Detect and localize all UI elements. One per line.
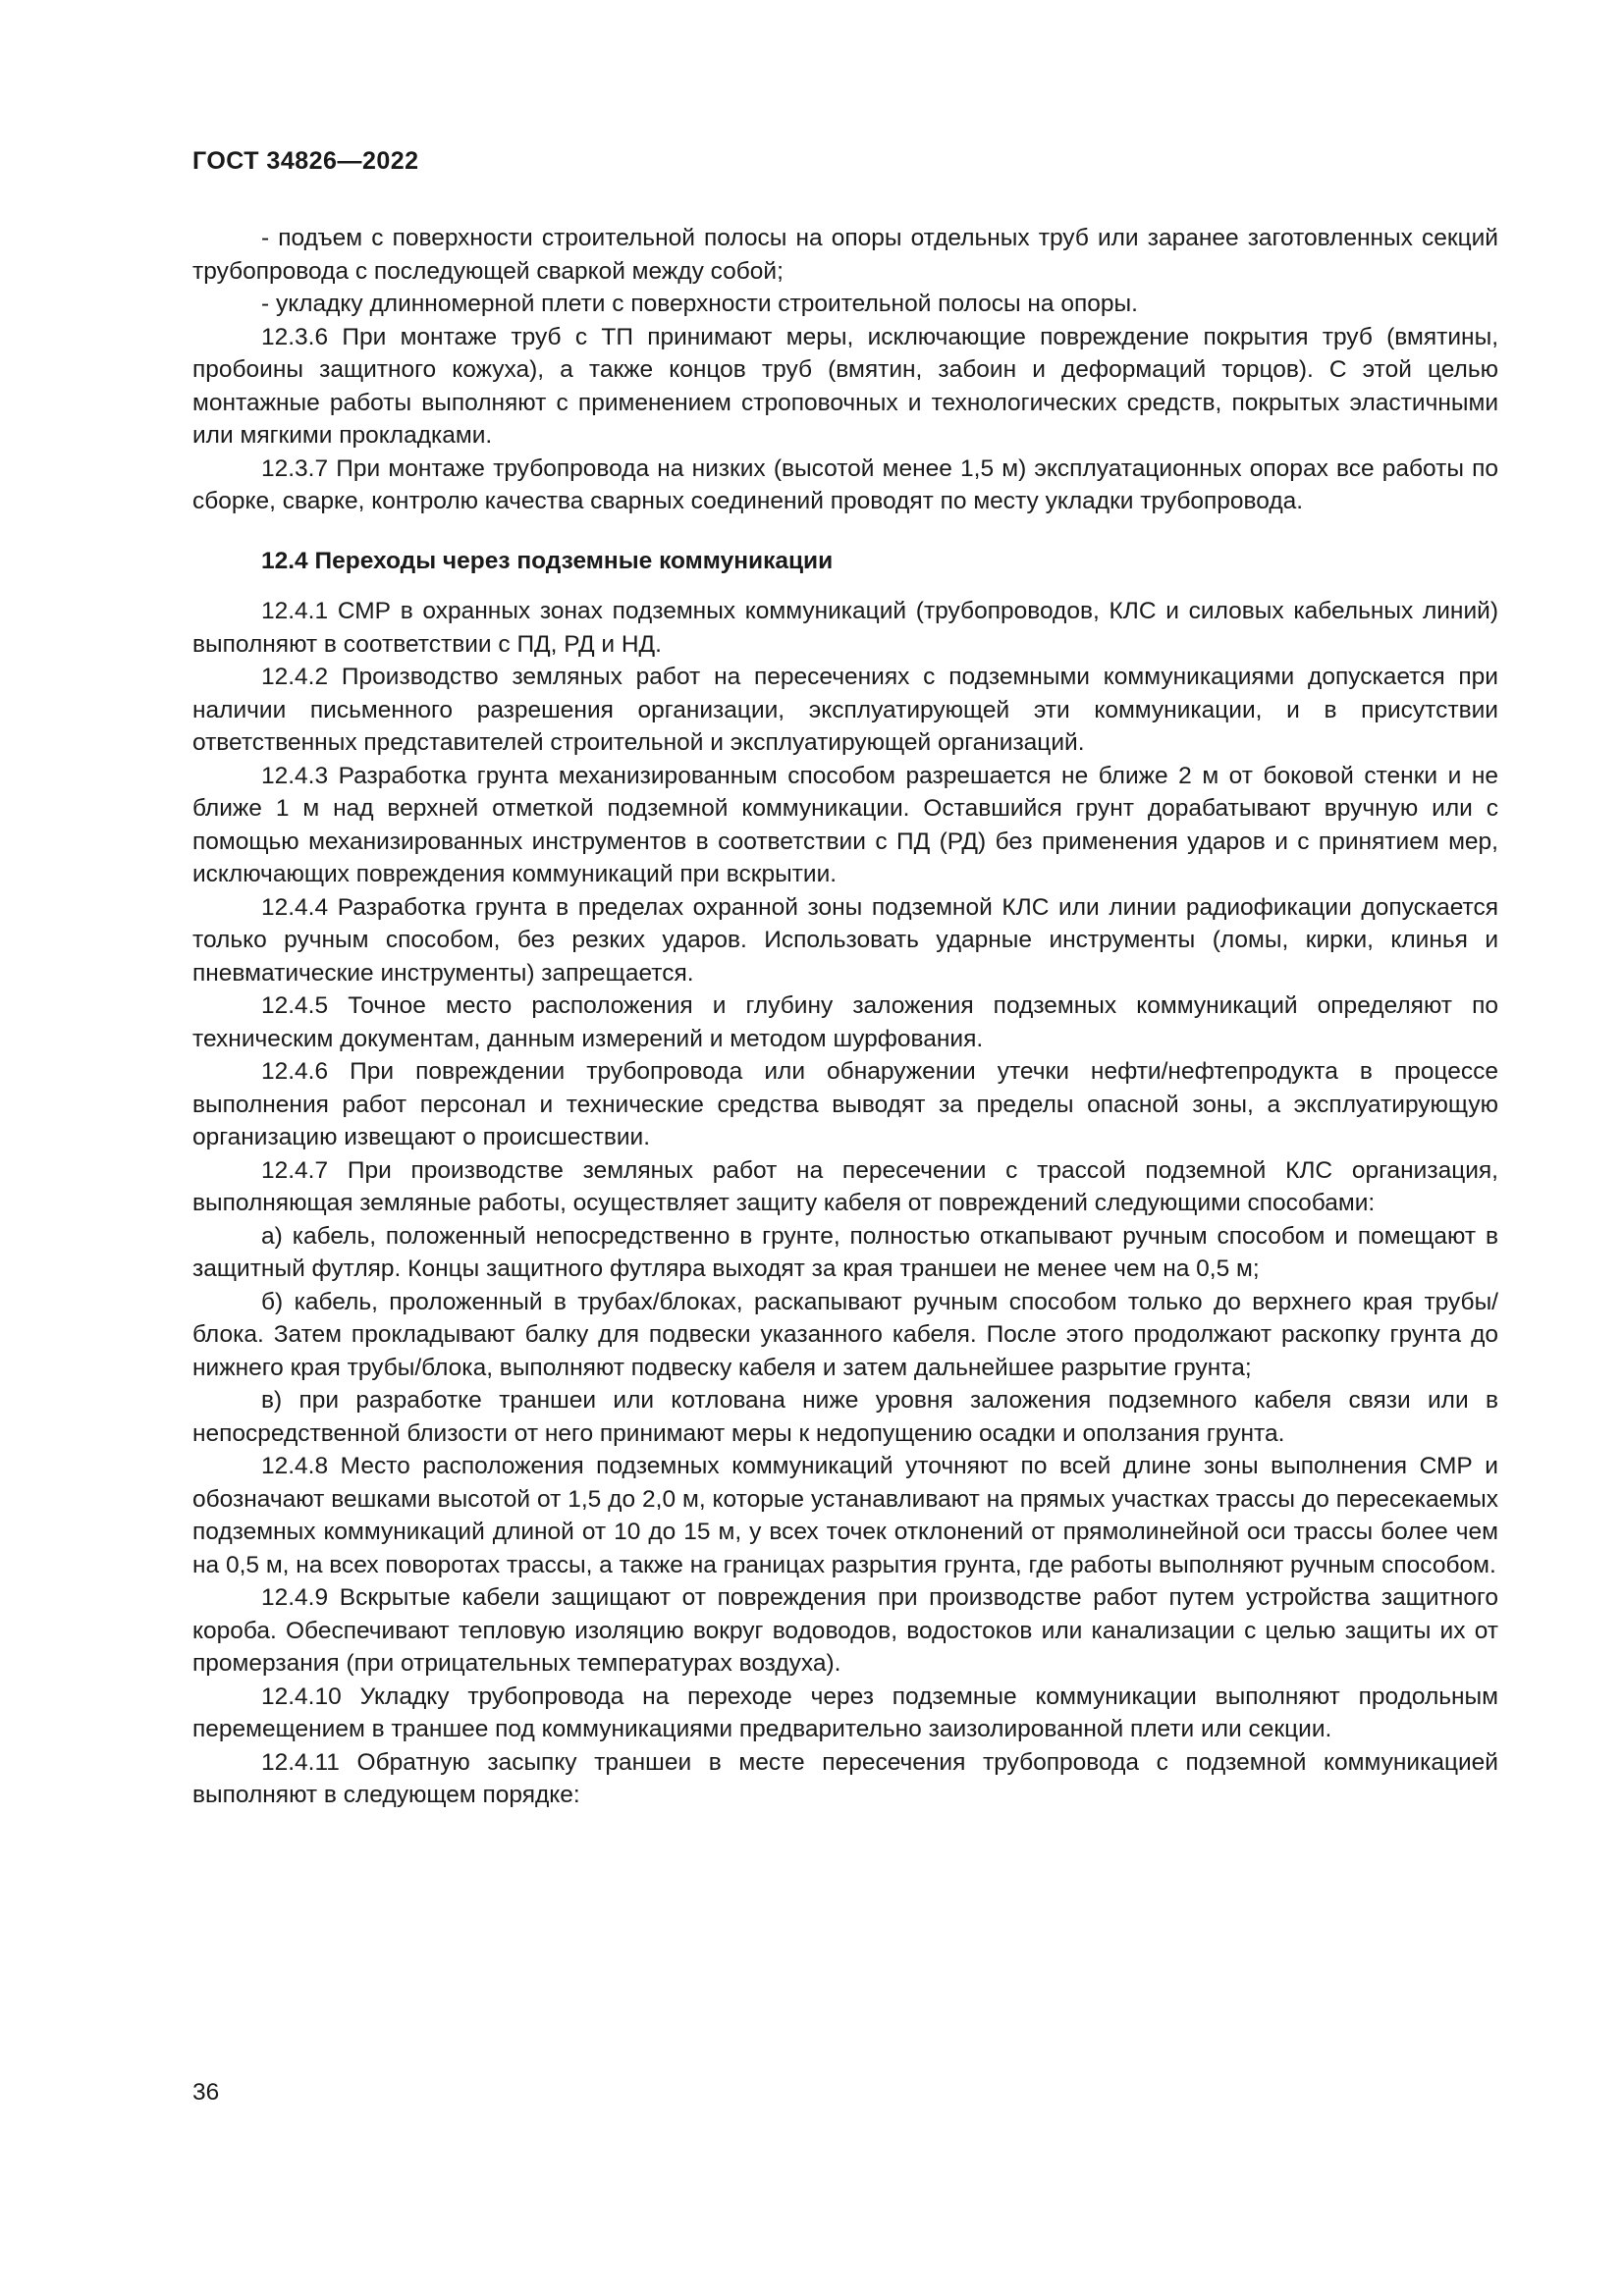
document-header: ГОСТ 34826—2022 [192, 147, 419, 175]
paragraph: 12.4.11 Обратную засыпку траншеи в месте пересечения трубопровода с подземной коммуникацией выполняют в следующем порядке: [192, 1748, 1498, 1808]
paragraph: 12.4.7 При производстве земляных работ на пересечении с трассой подземной КЛС организация, выполняющая земляные работы, осуществляет защиту кабеля от повреждений следующими способами: [192, 1156, 1498, 1216]
paragraph: 12.4.4 Разработка грунта в пределах охранной зоны подземной КЛС или линии радиофикации допускается только ручным способом, без резких ударов. Использовать ударные инструменты (ломы, кирки, клинья и пневматические инструменты) запрещается. [192, 893, 1498, 987]
list-item: б) кабель, проложенный в трубах/блоках, раскапывают ручным способом только до верхнего края трубы/блока. Затем прокладывают балку для подвески указанного кабеля. После этого продолжают раскопку грунта до нижнего края трубы/блока, выполняют подвеску кабеля и затем дальнейшее разрытие грунта; [192, 1288, 1498, 1381]
page-number: 36 [192, 2079, 220, 2106]
paragraph: 12.4.2 Производство земляных работ на пересечениях с подземными коммуникациями допускается при наличии письменного разрешения организации, эксплуатирующей эти коммуникации, и в присутствии ответственных представителей строительной и эксплуатирующей организаций. [192, 664, 1498, 756]
paragraph: 12.4.8 Место расположения подземных коммуникаций уточняют по всей длине зоны выполнения СМР и обозначают вешками высотой от 1,5 до 2,0 м, которые устанавливают на прямых участках трассы до пересекаемых подземных коммуникаций длиной от 10 до 15 м, у всех точек отклонений от прямолинейной оси трассы более чем на 0,5 м, на всех поворотах трассы, а также на границах разрытия грунта, где работы выполняют ручным способом. [192, 1453, 1498, 1578]
paragraph: 12.4.3 Разработка грунта механизированным способом разрешается не ближе 2 м от боковой стенки и не ближе 1 м над верхней отметкой подземной коммуникации. Оставшийся грунт дорабатывают вручную или с помощью механизированных инструментов в соответствии с ПД (РД) без применения ударов и с принятием мер, исключающих повреждения коммуникаций при вскрытии. [192, 762, 1498, 887]
paragraph: - подъем с поверхности строительной полосы на опоры отдельных труб или заранее заготовленных секций трубопровода с последующей сваркой между собой; [192, 225, 1498, 285]
paragraph: 12.4.1 СМР в охранных зонах подземных коммуникаций (трубопроводов, КЛС и силовых кабельных линий) выполняют в соответствии с ПД, РД и НД. [192, 598, 1498, 658]
list-item: а) кабель, положенный непосредственно в грунте, полностью откапывают ручным способом и помещают в защитный футляр. Концы защитного футляра выходят за края траншеи не менее чем на 0,5 м; [192, 1222, 1498, 1282]
list-item: в) при разработке траншеи или котлована ниже уровня заложения подземного кабеля связи или в непосредственной близости от него принимают меры к недопущению осадки и оползания грунта. [192, 1387, 1498, 1447]
paragraph: 12.4.9 Вскрытые кабели защищают от повреждения при производстве работ путем устройства защитного короба. Обеспечивают тепловую изоляцию вокруг водоводов, водостоков или канализации с целью защиты их от промерзания (при отрицательных температурах воздуха). [192, 1584, 1498, 1677]
paragraph: 12.3.7 При монтаже трубопровода на низких (высотой менее 1,5 м) эксплуатационных опорах все работы по сборке, сварке, контролю качества сварных соединений проводят по месту укладки трубопровода. [192, 454, 1498, 514]
paragraph: 12.4.5 Точное место расположения и глубину заложения подземных коммуникаций определяют по техническим документам, данным измерений и методом шурфования. [192, 992, 1498, 1052]
paragraph: - укладку длинномерной плети с поверхности строительной полосы на опоры. [261, 291, 1138, 317]
section-heading: 12.4 Переходы через подземные коммуникации [261, 547, 834, 574]
paragraph: 12.4.6 При повреждении трубопровода или обнаружении утечки нефти/нефтепродукта в процессе выполнения работ персонал и технические средства выводят за пределы опасной зоны, а эксплуатирующую организацию извещают о происшествии. [192, 1058, 1498, 1150]
document-body [192, 222, 1498, 1812]
paragraph: 12.3.6 При монтаже труб с ТП принимают меры, исключающие повреждение покрытия труб (вмятины, пробоины защитного кожуха), а также концов труб (вмятин, забоин и деформаций торцов). С этой целью монтажные работы выполняют с применением строповочных и технологических средств, покрытых эластичными или мягкими прокладками. [192, 323, 1498, 449]
paragraph: 12.4.10 Укладку трубопровода на переходе через подземные коммуникации выполняют продольным перемещением в траншее под коммуникациями предварительно заизолированной плети или секции. [192, 1682, 1498, 1742]
